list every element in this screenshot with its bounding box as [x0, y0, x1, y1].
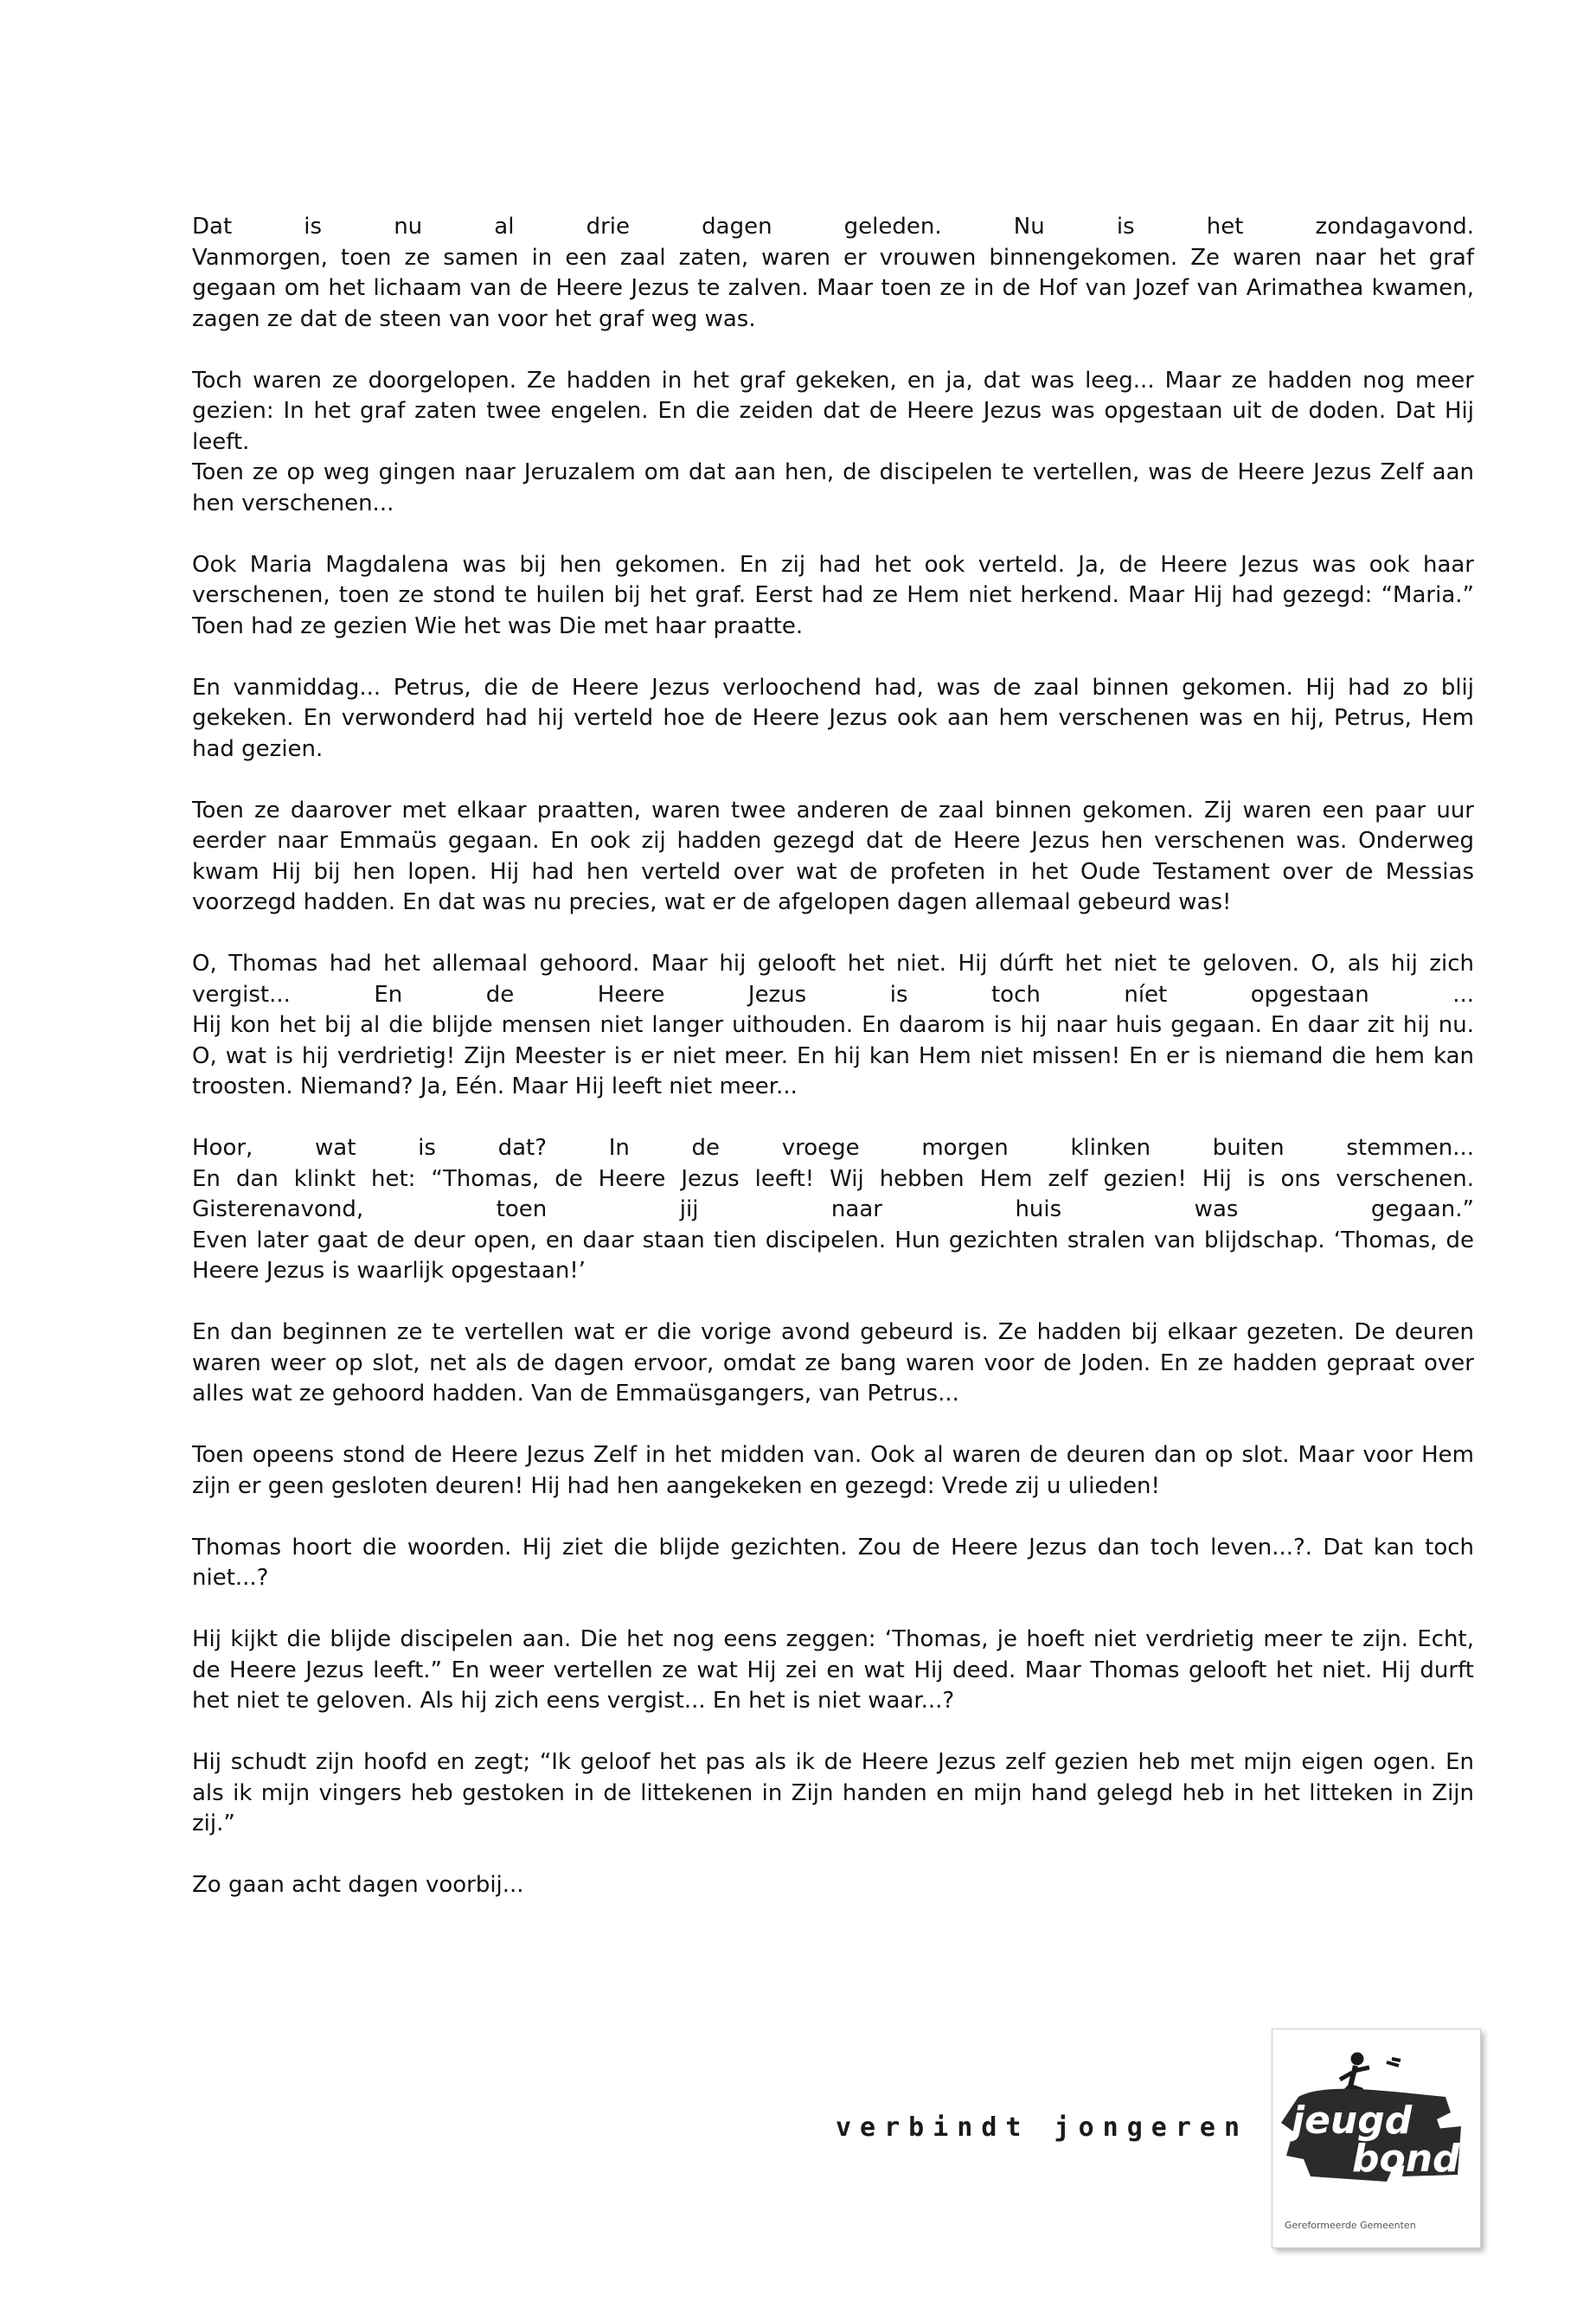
logo-subtitle: Gereformeerde Gemeenten: [1285, 2220, 1416, 2231]
text-line: voorzegd hadden. En dat was nu precies, wat er de afgelopen dagen allemaal gebeurd was!: [192, 889, 1232, 915]
text-line: als ik mijn vingers heb gestoken in de littekenen in Zijn handen en mijn hand gelegd heb in het litteken in Zijn: [192, 1779, 1474, 1806]
text-line: eerder naar Emmaüs gegaan. En ook zij hadden gezegd dat de Heere Jezus hen verschenen was. Onderweg: [192, 828, 1474, 854]
text-line: En dan beginnen ze te vertellen wat er die vorige avond gebeurd is. Ze hadden bij elkaar gezeten. De deuren: [192, 1319, 1474, 1345]
text-line: En vanmiddag... Petrus, die de Heere Jezus verloochend had, was de zaal binnen gekomen. Hij had zo blij: [192, 674, 1474, 701]
text-line: Toen had ze gezien Wie het was Die met haar praatte.: [192, 612, 804, 639]
text-line: Gisterenavond, toen jij naar huis was gegaan.”: [192, 1196, 1474, 1222]
text-line: gekeken. En verwonderd had hij verteld hoe de Heere Jezus ook aan hem verschenen was en hij, Petrus, Hem: [192, 705, 1474, 731]
text-line: alles wat ze gehoord hadden. Van de Emmaüsgangers, van Petrus...: [192, 1381, 959, 1407]
logo-word-2: bond: [1352, 2137, 1460, 2181]
text-line: verschenen, toen ze stond te huilen bij het graf. Eerst had ze Hem niet herkend. Maar Hij had gezegd: “Maria.”: [192, 582, 1474, 608]
jeugdbond-logo: [1272, 2029, 1481, 2248]
text-line: had gezien.: [192, 735, 324, 762]
text-line: Hij schudt zijn hoofd en zegt; “Ik geloof het pas als ik de Heere Jezus zelf gezien heb met mijn eigen ogen. En: [192, 1749, 1474, 1775]
paragraph: [192, 1625, 1474, 1717]
text-line: Toen ze op weg gingen naar Jeruzalem om dat aan hen, de discipelen te vertellen, was de Heere Jezus Zelf aan: [192, 459, 1474, 485]
paragraph: [192, 1747, 1474, 1840]
text-line: O, wat is hij verdrietig! Zijn Meester is er niet meer. En hij kan Hem niet missen! En er is niemand die hem kan: [192, 1042, 1474, 1069]
text-line: Toen ze daarover met elkaar praatten, waren twee anderen de zaal binnen gekomen. Zij waren een paar uur: [192, 797, 1474, 824]
text-line: leeft.: [192, 428, 250, 455]
story-text: [192, 212, 1474, 1932]
text-line: troosten. Niemand? Ja, Eén. Maar Hij leeft niet meer...: [192, 1074, 798, 1099]
text-line: waren weer op slot, net als de dagen ervoor, omdat ze bang waren voor de Joden. En ze hadden gepraat over: [192, 1349, 1474, 1376]
paragraph: [192, 212, 1474, 335]
paragraph: [192, 1533, 1474, 1594]
text-line: Heere Jezus is waarlijk opgestaan!’: [192, 1258, 586, 1284]
text-line: zagen ze dat de steen van voor het graf weg was.: [192, 305, 756, 332]
text-line: Hij kijkt die blijde discipelen aan. Die het nog eens zeggen: ‘Thomas, je hoeft niet verdrietig meer te zijn. Echt,: [192, 1626, 1474, 1652]
text-line: Hoor, wat is dat? In de vroege morgen klinken buiten stemmen...: [192, 1135, 1474, 1161]
paragraph: [192, 366, 1474, 520]
text-line: vergist... En de Heere Jezus is toch níet opgestaan ...: [192, 981, 1474, 1008]
text-line: kwam Hij bij hen lopen. Hij had hen verteld over wat de profeten in het Oude Testament over de Messias: [192, 858, 1474, 885]
text-line: Dat is nu al drie dagen geleden. Nu is het zondagavond.: [192, 214, 1474, 240]
text-line: niet...?: [192, 1565, 269, 1591]
text-line: Ook Maria Magdalena was bij hen gekomen. En zij had het ook verteld. Ja, de Heere Jezus was ook haar: [192, 551, 1474, 578]
paragraph: [192, 949, 1474, 1103]
text-line: Zo gaan acht dagen voorbij...: [192, 1872, 524, 1898]
text-line: hen verschenen...: [192, 490, 394, 516]
text-line: O, Thomas had het allemaal gehoord. Maar hij gelooft het niet. Hij dúrft het niet te geloven. O, als hij zich: [192, 951, 1474, 977]
text-line: Vanmorgen, toen ze samen in een zaal zaten, waren er vrouwen binnengekomen. Ze waren naar het graf: [192, 244, 1474, 271]
paragraph: [192, 1133, 1474, 1287]
paragraph: [192, 673, 1474, 766]
paragraph: [192, 1440, 1474, 1502]
text-line: de Heere Jezus leeft.” En weer vertellen ze wat Hij zei en wat Hij deed. Maar Thomas gelooft het niet. Hij durft: [192, 1657, 1474, 1683]
text-line: Hij kon het bij al die blijde mensen niet langer uithouden. En daarom is hij naar huis gegaan. En daar zit hij nu.: [192, 1012, 1474, 1038]
text-line: gezien: In het graf zaten twee engelen. En die zeiden dat de Heere Jezus was opgestaan uit de doden. Dat Hij: [192, 398, 1474, 424]
paragraph: [192, 796, 1474, 919]
footer-tagline: verbindt jongeren: [836, 2112, 1249, 2143]
text-line: En dan klinkt het: “Thomas, de Heere Jezus leeft! Wij hebben Hem zelf gezien! Hij is ons verschenen.: [192, 1165, 1474, 1192]
text-line: zij.”: [192, 1811, 235, 1836]
text-line: zijn er geen gesloten deuren! Hij had hen aangekeken en gezegd: Vrede zij u ulieden!: [192, 1472, 1160, 1499]
text-line: Even later gaat de deur open, en daar staan tien discipelen. Hun gezichten stralen van blijdschap. ‘Thomas, de: [192, 1227, 1474, 1253]
text-line: Toen opeens stond de Heere Jezus Zelf in het midden van. Ook al waren de deuren dan op slot. Maar voor Hem: [192, 1442, 1474, 1468]
paragraph: [192, 1870, 1474, 1901]
paragraph: [192, 550, 1474, 643]
text-line: gegaan om het lichaam van de Heere Jezus te zalven. Maar toen ze in de Hof van Jozef van Arimathea kwamen,: [192, 275, 1474, 301]
text-line: Toch waren ze doorgelopen. Ze hadden in het graf gekeken, en ja, dat was leeg... Maar ze hadden nog meer: [192, 367, 1474, 394]
paragraph: [192, 1317, 1474, 1410]
logo-word-1: jeugd: [1292, 2099, 1413, 2143]
text-line: het niet te geloven. Als hij zich eens vergist... En het is niet waar...?: [192, 1688, 955, 1714]
text-line: Thomas hoort die woorden. Hij ziet die blijde gezichten. Zou de Heere Jezus dan toch leven...?. Dat kan toch: [192, 1534, 1474, 1561]
